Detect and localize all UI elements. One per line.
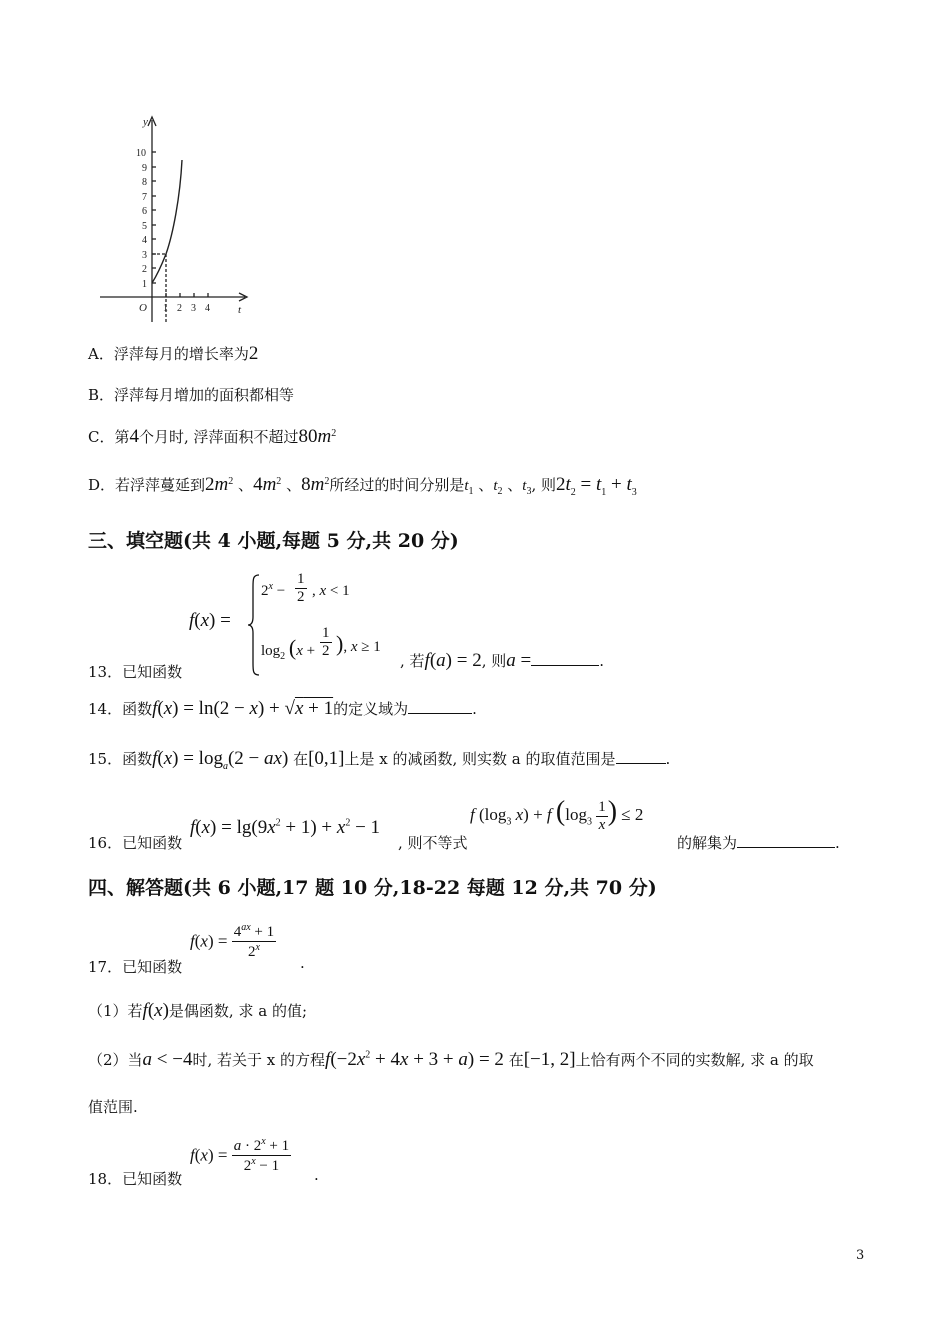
q18-number: 18．已知函数 bbox=[88, 1170, 183, 1188]
section3-title: 三、填空题(共 4 小题,每题 5 分,共 20 分) bbox=[88, 530, 459, 552]
y-tick: 10 bbox=[136, 148, 146, 159]
q14: 14．函数f(x) = ln(2 − x) + √x + 1的定义域为 . bbox=[88, 698, 477, 719]
q16-mid: , 则不等式 bbox=[398, 834, 468, 852]
q13-number: 13．已知函数 bbox=[88, 663, 183, 681]
q16-number: 16．已知函数 bbox=[88, 834, 183, 852]
option-d: D．若浮萍蔓延到$2m^2$ 、$4m^2$ 、$8m^2$所经过的时间分别是$t_1$ 、$t_2$ 、$t_3$, 则$2t_2 = t_1 + t_3$ bbox=[88, 474, 637, 498]
q15: 15．函数$f(x) = \log_a(2 - ax)$ 在[0,1]上是 x 的减函数, 则实数 a 的取值范围是 . bbox=[88, 748, 671, 772]
option-b: B．浮萍每月增加的面积都相等 bbox=[88, 386, 295, 404]
x-axis-label: t bbox=[238, 304, 242, 316]
q16-inequality: f ($\log_3$ x) + f ($\log_3$ $\frac{1}{x}$ ) ≤ 2 bbox=[470, 796, 644, 833]
q17-part2: （2）当a < −4时, 若关于 x 的方程$f(-2x^2 + 4x + 3 + a) = 2$ 在[−1, 2]上恰有两个不同的实数解, 求 a 的取 bbox=[88, 1049, 814, 1070]
y-tick: 2 bbox=[142, 264, 147, 275]
q16-function: $f(x) = \lg(9x^2 + 1) + x^2 - 1$ bbox=[190, 817, 381, 838]
option-c: C．第4个月时, 浮萍面积不超过$80m^2$ bbox=[88, 426, 337, 447]
section4-title: 四、解答题(共 6 小题,17 题 10 分,18-22 每题 12 分,共 70 分) bbox=[88, 877, 657, 899]
page-number: 3 bbox=[856, 1248, 865, 1263]
y-axis-label: y bbox=[143, 116, 148, 128]
q18-end: . bbox=[314, 1166, 319, 1184]
x-tick: 4 bbox=[205, 303, 210, 314]
q13-tail: , 若f(a) = 2, 则a = . bbox=[400, 650, 604, 671]
q17-number: 17．已知函数 bbox=[88, 958, 183, 976]
q17-part1: （1）若f(x)是偶函数, 求 a 的值; bbox=[88, 1000, 307, 1021]
q17-end: . bbox=[300, 954, 305, 972]
q13-formula: f(x) = $2^x$ − $\frac{1}{2}$ , x < 1 $\log_2 (x$ + $\frac{1}{2}$ ), x ≥ 1 bbox=[189, 573, 359, 677]
q16-tail: 的解集为 . bbox=[677, 834, 840, 852]
y-tick: 8 bbox=[142, 177, 147, 188]
y-tick: 7 bbox=[142, 192, 147, 203]
y-tick: 6 bbox=[142, 206, 147, 217]
y-tick: 4 bbox=[142, 235, 147, 246]
origin-label: O bbox=[139, 302, 147, 314]
y-tick: 1 bbox=[142, 279, 147, 290]
x-tick: 3 bbox=[191, 303, 196, 314]
y-tick: 3 bbox=[142, 250, 147, 261]
x-tick: 1 bbox=[163, 303, 168, 314]
y-tick: 9 bbox=[142, 163, 147, 174]
q17-formula: f(x) = $\frac{4^{ax} + 1}{2^x}$ bbox=[190, 922, 275, 960]
q18-formula: f(x) = $\frac{a \cdot 2^x + 1}{2^x - 1}$ bbox=[190, 1136, 290, 1174]
growth-curve bbox=[152, 160, 182, 283]
y-tick: 5 bbox=[142, 221, 147, 232]
x-tick: 2 bbox=[177, 303, 182, 314]
q17-part2-cont: 值范围. bbox=[88, 1098, 138, 1116]
growth-graph bbox=[95, 108, 260, 328]
option-a: A．浮萍每月的增长率为2 bbox=[88, 343, 259, 364]
